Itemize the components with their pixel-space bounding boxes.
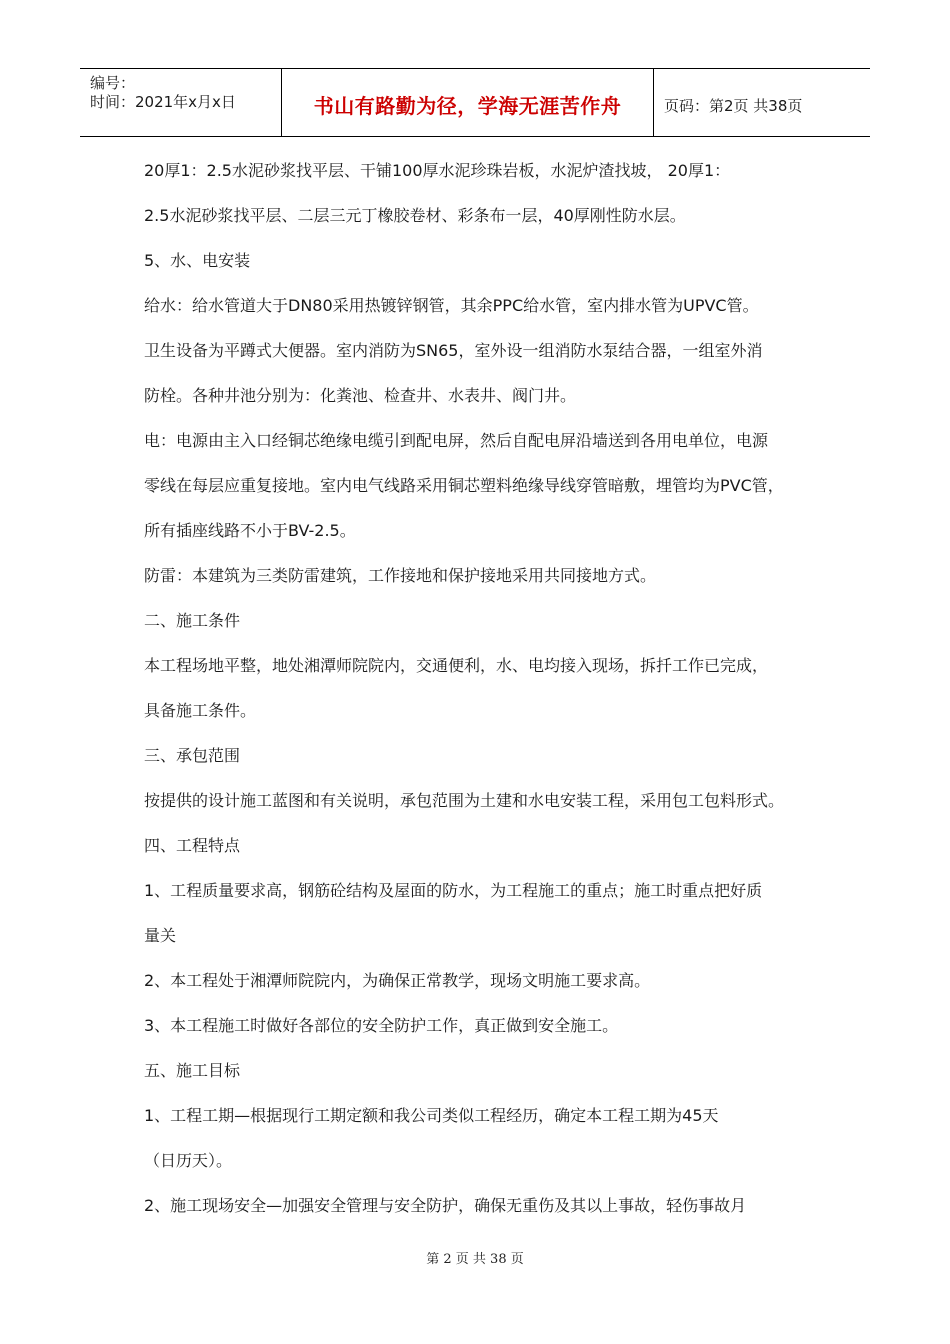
number-label: 编号： [90, 74, 136, 92]
paragraph-line: 20厚1：2.5水泥砂浆找平层、干铺100厚水泥珍珠岩板，水泥炉渣找坡， 20厚1： [144, 161, 731, 180]
header-meta-cell [80, 69, 282, 136]
paragraph-line: 按提供的设计施工蓝图和有关说明，承包范围为土建和水电安装工程，采用包工包料形式。 [144, 791, 785, 810]
paragraph-line: 具备施工条件。 [144, 701, 257, 720]
section-heading: 三、承包范围 [144, 746, 241, 765]
section-heading: 五、施工目标 [144, 1061, 241, 1080]
motto: 书山有路勤为径，学海无涯苦作舟 [313, 94, 622, 118]
page-footer: 第 2 页 共 38 页 [426, 1252, 524, 1267]
section-heading: 二、施工条件 [144, 611, 241, 630]
paragraph-line: （日历天）。 [144, 1151, 233, 1170]
paragraph-line: 电：电源由主入口经铜芯绝缘电缆引到配电屏，然后自配电屏沿墙送到各用电单位，电源 [144, 431, 769, 450]
paragraph-line: 2.5水泥砂浆找平层、二层三元丁橡胶卷材、彩条布一层，40厚刚性防水层。 [144, 206, 686, 225]
header-page-cell [654, 69, 870, 136]
paragraph-line: 2、本工程处于湘潭师院院内，为确保正常教学，现场文明施工要求高。 [144, 971, 651, 990]
paragraph-line: 给水：给水管道大于DN80采用热镀锌钢管，其余PPC给水管，室内排水管为UPVC管。 [144, 296, 759, 315]
section-heading: 四、工程特点 [144, 836, 241, 855]
paragraph-line: 所有插座线路不小于BV-2.5。 [144, 521, 356, 540]
time-label: 时间：2021年x月x日 [90, 93, 236, 111]
paragraph-line: 卫生设备为平蹲式大便器。室内消防为SN65，室外设一组消防水泵结合器，一组室外消 [144, 341, 763, 360]
paragraph-line: 本工程场地平整，地处湘潭师院院内，交通便利，水、电均接入现场，拆扦工作已完成， [144, 656, 769, 675]
paragraph-line: 量关 [144, 926, 177, 945]
section-heading: 5、水、电安装 [144, 251, 251, 270]
header-motto-cell [282, 69, 654, 136]
paragraph-line: 3、本工程施工时做好各部位的安全防护工作，真正做到安全施工。 [144, 1016, 619, 1035]
paragraph-line: 防栓。各种井池分别为：化粪池、检查井、水表井、阀门井。 [144, 386, 577, 405]
paragraph-line: 1、工程工期—根据现行工期定额和我公司类似工程经历，确定本工程工期为45天 [144, 1106, 719, 1125]
page-info: 页码：第2页 共38页 [664, 97, 803, 115]
paragraph-line: 2、施工现场安全—加强安全管理与安全防护，确保无重伤及其以上事故，轻伤事故月 [144, 1196, 747, 1215]
paragraph-line: 零线在每层应重复接地。室内电气线路采用铜芯塑料绝缘导线穿管暗敷，埋管均为PVC管， [144, 476, 784, 495]
page-header [80, 68, 870, 137]
paragraph-line: 防雷：本建筑为三类防雷建筑，工作接地和保护接地采用共同接地方式。 [144, 566, 657, 585]
paragraph-line: 1、工程质量要求高，钢筋砼结构及屋面的防水，为工程施工的重点；施工时重点把好质 [144, 881, 763, 900]
